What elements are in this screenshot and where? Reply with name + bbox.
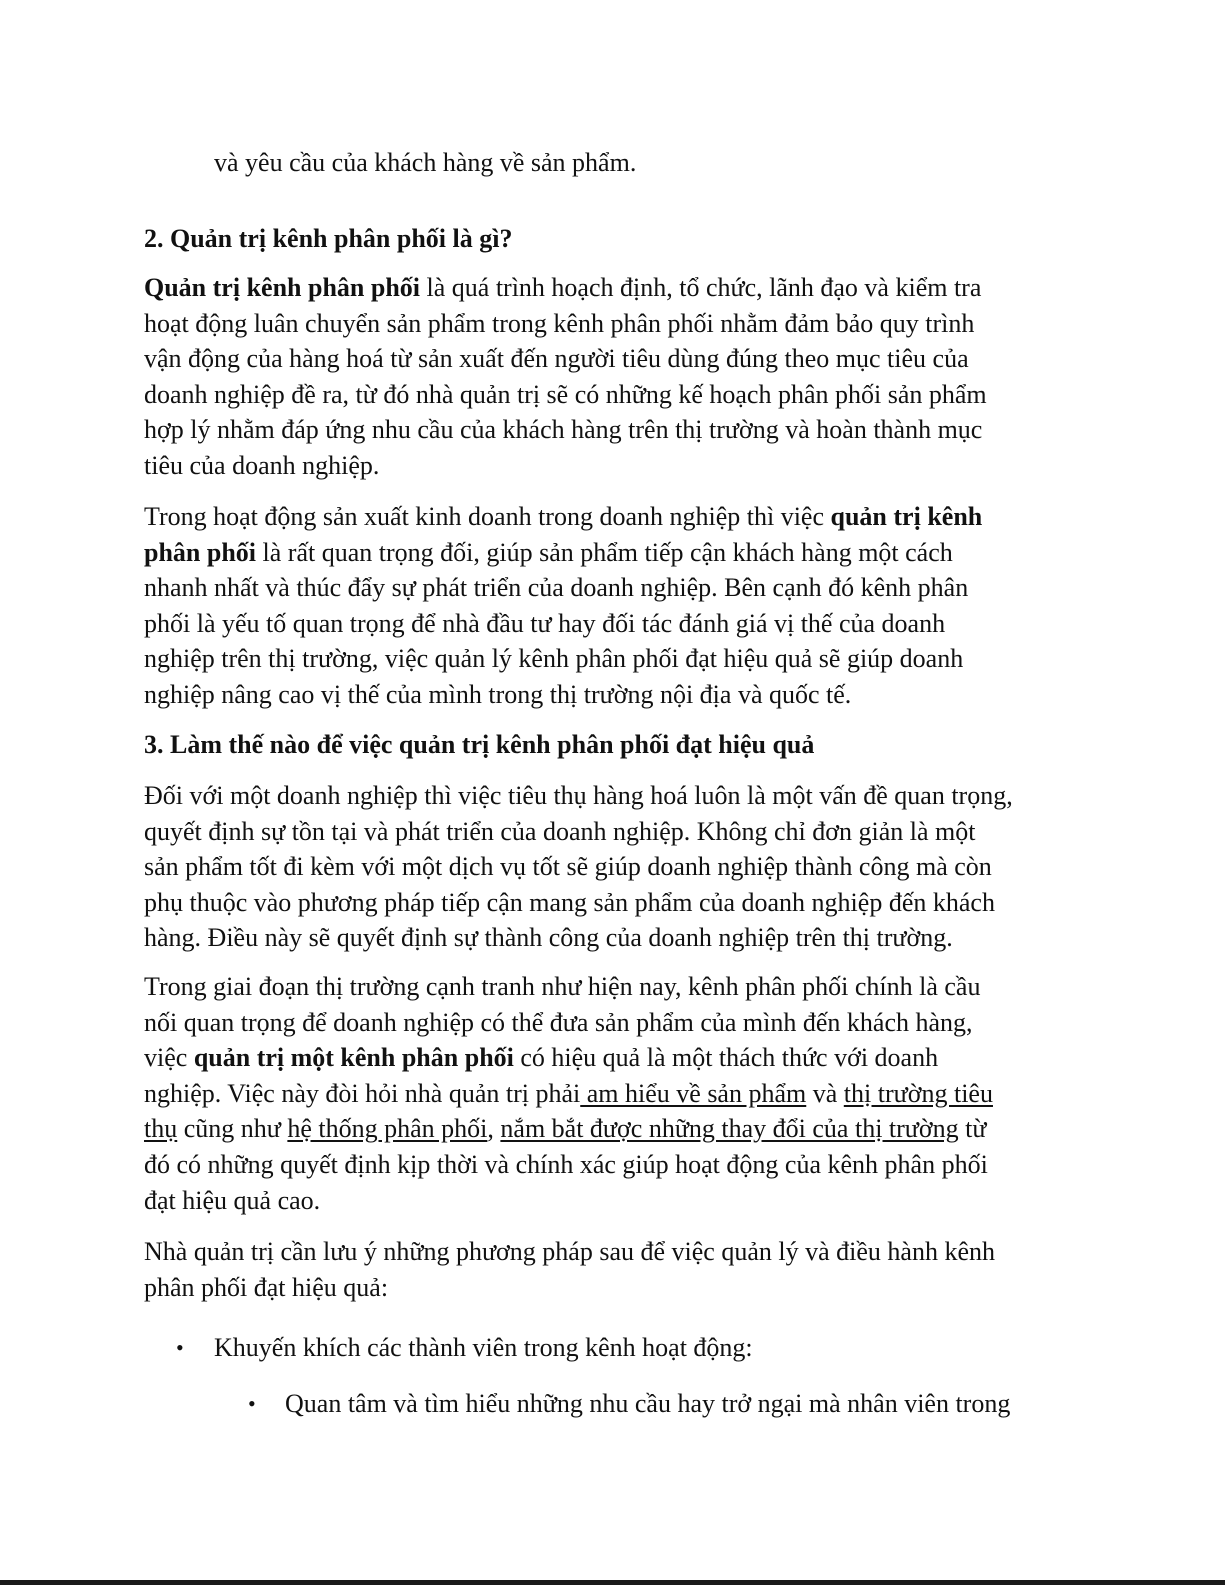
text-line: phân phối là rất quan trọng đối, giúp sản phẩm tiếp cận khách hàng một cách <box>144 537 953 567</box>
text-line: phân phối đạt hiệu quả: <box>144 1272 389 1302</box>
section-3-paragraph-3 <box>144 1234 1074 1305</box>
bold-term: phân phối <box>144 537 257 567</box>
text-line: nghiệp nâng cao vị thế của mình trong thị trường nội địa và quốc tế. <box>144 679 852 709</box>
text-line: nghiệp trên thị trường, việc quản lý kênh phân phối đạt hiệu quả sẽ giúp doanh <box>144 644 964 674</box>
page-bottom-border <box>0 1580 1225 1585</box>
link-he-thong-phan-phoi[interactable]: hệ thống phân phối <box>287 1114 488 1144</box>
section-3-paragraph-2 <box>144 969 1074 1218</box>
text-line: đó có những quyết định kịp thời và chính xác giúp hoạt động của kênh phân phối <box>144 1149 988 1179</box>
section-2-paragraph-1 <box>144 270 1074 484</box>
bullet-icon: • <box>176 1335 184 1360</box>
text-line: thụ cũng như hệ thống phân phối, nắm bắt được những thay đổi của thị trường từ <box>144 1114 987 1144</box>
bullet-icon: • <box>248 1391 256 1416</box>
text-line: quyết định sự tồn tại và phát triển của doanh nghiệp. Không chỉ đơn giản là một <box>144 816 976 846</box>
text-line: tiêu của doanh nghiệp. <box>144 450 380 480</box>
sub-list-item: Quan tâm và tìm hiểu những nhu cầu hay trở ngại mà nhân viên trong <box>285 1389 1011 1418</box>
text-line: hợp lý nhằm đáp ứng nhu cầu của khách hàng trên thị trường và hoàn thành mục <box>144 415 983 445</box>
intro-tail-text: và yêu cầu của khách hàng về sản phẩm. <box>214 148 637 177</box>
text-line: việc quản trị một kênh phân phối có hiệu quả là một thách thức với doanh <box>144 1043 939 1073</box>
link-thi-truong-tieu-thu[interactable]: thị trường tiêu <box>843 1078 993 1108</box>
text-line: hàng. Điều này sẽ quyết định sự thành công của doanh nghiệp trên thị trường. <box>144 923 953 953</box>
text-line: phối là yếu tố quan trọng để nhà đầu tư hay đối tác đánh giá vị thế của doanh <box>144 608 946 638</box>
section-2-heading: 2. Quản trị kênh phân phối là gì? <box>144 224 513 253</box>
bold-term: quản trị một kênh phân phối <box>193 1043 514 1073</box>
text-line: sản phẩm tốt đi kèm với một dịch vụ tốt sẽ giúp doanh nghiệp thành công mà còn <box>144 852 992 882</box>
text-line: hoạt động luân chuyển sản phẩm trong kênh phân phối nhằm đảm bảo quy trình <box>144 308 975 338</box>
text-line: doanh nghiệp đề ra, từ đó nhà quản trị sẽ có những kế hoạch phân phối sản phẩm <box>144 379 987 409</box>
bold-term: quản trị kênh <box>830 502 983 531</box>
section-3-paragraph-1 <box>144 778 1074 956</box>
text-line: Nhà quản trị cần lưu ý những phương pháp sau để việc quản lý và điều hành kênh <box>144 1237 995 1266</box>
text-line: nối quan trọng để doanh nghiệp có thể đưa sản phẩm của mình đến khách hàng, <box>144 1007 973 1037</box>
text-line: Quản trị kênh phân phối là quá trình hoạch định, tổ chức, lãnh đạo và kiểm tra <box>144 273 982 302</box>
text-line: Trong giai đoạn thị trường cạnh tranh như hiện nay, kênh phân phối chính là cầu <box>144 972 981 1001</box>
link-thi-truong-tieu-thu-cont[interactable]: thụ <box>144 1114 178 1144</box>
text-line: đạt hiệu quả cao. <box>144 1185 321 1215</box>
link-am-hieu-san-pham[interactable]: am hiểu về sản phẩm <box>580 1078 807 1108</box>
text-line: vận động của hàng hoá từ sản xuất đến người tiêu dùng đúng theo mục tiêu của <box>144 344 969 374</box>
text-line: nhanh nhất và thúc đẩy sự phát triển của doanh nghiệp. Bên cạnh đó kênh phân <box>144 573 969 603</box>
text-line: Trong hoạt động sản xuất kinh doanh trong doanh nghiệp thì việc quản trị kênh <box>144 502 983 531</box>
section-3-heading: 3. Làm thế nào để việc quản trị kênh phân phối đạt hiệu quả <box>144 730 815 759</box>
text-line: nghiệp. Việc này đòi hỏi nhà quản trị phải am hiểu về sản phẩm và thị trường tiêu <box>144 1078 993 1108</box>
list-item: Khuyến khích các thành viên trong kênh hoạt động: <box>214 1333 753 1362</box>
bold-term: Quản trị kênh phân phối <box>144 273 421 302</box>
link-nam-bat-thay-doi-thi-truong[interactable]: nắm bắt được những thay đổi của thị trường <box>500 1114 959 1144</box>
text-line: Đối với một doanh nghiệp thì việc tiêu thụ hàng hoá luôn là một vấn đề quan trọng, <box>144 781 1013 810</box>
text-line: phụ thuộc vào phương pháp tiếp cận mang sản phẩm của doanh nghiệp đến khách <box>144 887 995 917</box>
section-2-paragraph-2 <box>144 499 1074 713</box>
